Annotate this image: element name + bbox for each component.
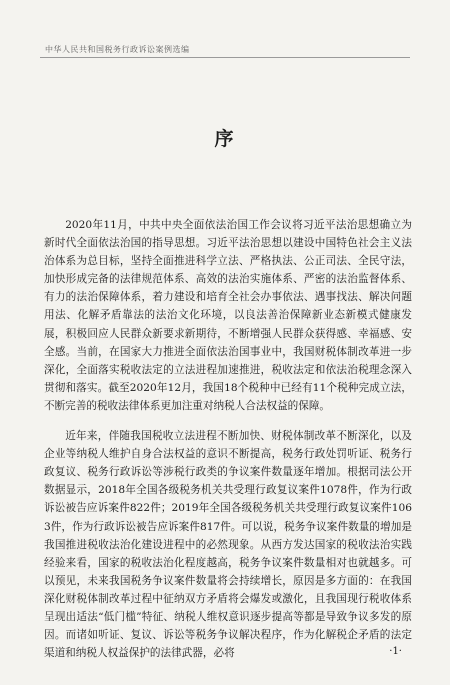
page-title: 序 bbox=[214, 128, 236, 150]
page-number: ·1· bbox=[389, 646, 402, 657]
paragraph: 近年来，伴随我国税收立法进程不断加快、财税体制改革不断深化，以及企业等纳税人维护自身合法权益的意识不断提高，税务行政处罚听证、税务行政复议、税务行政诉讼等涉税行政类的争议案件数量逐年增加。根据司法公开数据显示，2018年全国各级税务机关共受理行政复议案件1078件，作为行政诉讼被告应诉案件822件；2019年全国各级税务机关共受理行政复议案件1063件，作为行政诉讼被告应诉案件817件。可以说，税务争议案件数量的增加是我国推进税收法治化建设进程中的必然现象。从西方发达国家的税收法治实践经验来看，国家的税收法治化程度越高，税务争议案件数量相对也就越多。可以预见，未来我国税务争议案件数量将会持续增长，原因是多方面的：在我国深化财税体制改革过程中征纳双方矛盾将会爆发或激化，且我国现行税收体系呈现出适法“低门槛”特征、纳税人维权意识逐步提高等都是导致争议多发的原因。而诸如听证、复议、诉讼等税务争议解决程序，作为化解税企矛盾的法定渠道和纳税人权益保护的法律武器，必将 bbox=[44, 430, 412, 660]
header-rule bbox=[40, 57, 410, 58]
body-text bbox=[44, 216, 412, 674]
paragraph: 2020年11月，中共中央全面依法治国工作会议将习近平法治思想确立为新时代全面依法治国的指导思想。习近平法治思想以建设中国特色社会主义法治体系为总目标，坚持全面推进科学立法、严格执法、公正司法、全民守法，加快形成完备的法律规范体系、高效的法治实施体系、严密的法治监督体系、有力的法治保障体系，着力建设和培育全社会办事依法、遇事找法、解决问题用法、化解矛盾靠法的法治文化环境，以良法善治保障新业态新模式健康发展，积极回应人民群众新要求新期待，不断增强人民群众获得感、幸福感、安全感。当前，在国家大力推进全面依法治国事业中，我国财税体制改革进一步深化，全面落实税收法定的立法进程加速推进，税收法定和依法治税理念深入贯彻和落实。截至2020年12月，我国18个税种中已经有11个税种完成立法，不断完善的税收法律体系更加注重对纳税人合法权益的保障。 bbox=[44, 219, 412, 412]
running-head: 中华人民共和国税务行政诉讼案例选编 bbox=[45, 45, 190, 54]
